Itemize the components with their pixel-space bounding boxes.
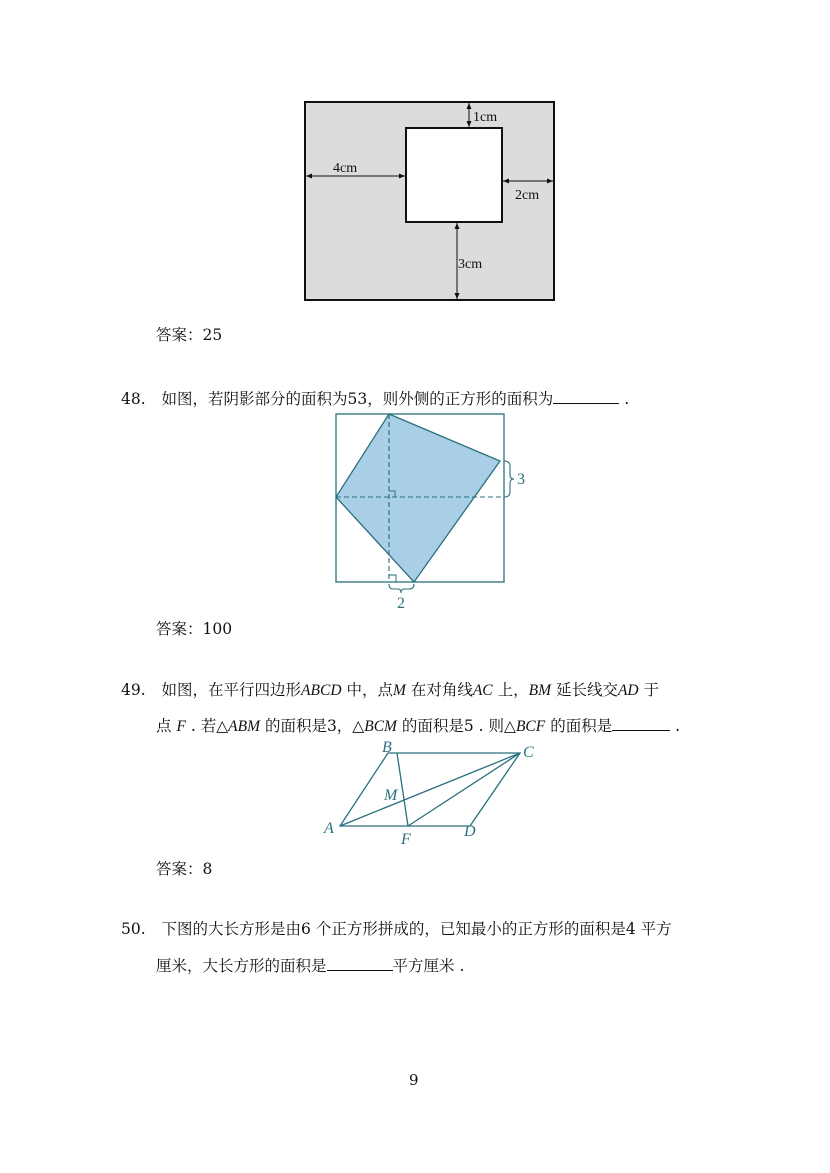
point-m: M xyxy=(384,787,398,804)
q49-text-end: . xyxy=(675,717,681,735)
q49-text-c: 在对角线 xyxy=(410,681,473,699)
point-c: C xyxy=(523,744,534,761)
point-a: A xyxy=(324,820,334,837)
point-b: B xyxy=(382,739,392,756)
answer-value: 8 xyxy=(202,860,213,878)
question-number: 48. xyxy=(121,390,146,408)
question-end: . xyxy=(624,390,630,408)
question-text: 如图，若阴影部分的面积为53，则外侧的正方形的面积为 xyxy=(161,390,554,408)
q49-m: M xyxy=(392,682,406,699)
q49-text-e: 延长线交 xyxy=(555,681,618,699)
segment-cf xyxy=(408,753,520,826)
q49-text-k: 的面积是 xyxy=(550,717,613,735)
q49-question-line1 xyxy=(121,683,659,699)
label-1cm: 1cm xyxy=(473,110,498,125)
q49-text-h: . 若△ xyxy=(190,717,229,735)
label-4cm: 4cm xyxy=(333,161,358,176)
answer-blank xyxy=(612,716,670,731)
q48-question xyxy=(121,389,629,408)
question-number: 50. xyxy=(121,920,146,938)
segment-bf xyxy=(397,753,408,826)
q50-question-line2 xyxy=(156,956,464,975)
q48-answer: 答案：100 xyxy=(156,620,233,638)
q50-question-line1 xyxy=(121,922,672,938)
q50-text-line1: 下图的大长方形是由6 个正方形拼成的，已知最小的正方形的面积是4 平方 xyxy=(161,920,672,938)
answer-value: 100 xyxy=(202,620,233,638)
figure-47 xyxy=(300,98,560,304)
label-2: 2 xyxy=(397,595,405,612)
q49-text-a: 如图，在平行四边形 xyxy=(161,681,302,699)
answer-blank xyxy=(327,956,393,971)
answer-blank xyxy=(553,389,619,404)
q49-text-d: 上， xyxy=(497,681,529,699)
q49-bcf: BCF xyxy=(515,718,546,735)
q49-question-line2 xyxy=(156,716,680,735)
brace-2 xyxy=(389,584,414,593)
q50-text-a: 厘米，大长方形的面积是 xyxy=(156,957,327,975)
q49-text-f: 于 xyxy=(643,681,660,699)
q49-abcd: ABCD xyxy=(301,682,342,699)
q49-f: F xyxy=(176,718,186,735)
q49-abm: ABM xyxy=(228,718,260,735)
point-d: D xyxy=(464,823,476,840)
q49-ac: AC xyxy=(472,682,493,699)
q49-bcm: BCM xyxy=(364,718,397,735)
q49-bm: BM xyxy=(528,682,551,699)
page-number: 9 xyxy=(409,1071,419,1089)
q49-text-b: 中，点 xyxy=(346,681,393,699)
q49-text-j: 的面积是5 . 则△ xyxy=(401,717,516,735)
brace-3 xyxy=(504,461,514,497)
inner-square xyxy=(406,128,502,222)
figure-49 xyxy=(320,737,545,849)
question-number: 49. xyxy=(121,681,146,699)
label-2cm: 2cm xyxy=(515,188,540,203)
label-3cm: 3cm xyxy=(458,257,483,272)
answer-label: 答案 xyxy=(156,326,188,344)
answer-value: 25 xyxy=(202,326,223,344)
q49-ad: AD xyxy=(617,682,639,699)
diagonal-ac xyxy=(340,753,520,826)
q47-answer: 答案：25 xyxy=(156,326,223,344)
q49-answer: 答案：8 xyxy=(156,860,213,878)
answer-label: 答案 xyxy=(156,620,188,638)
q50-text-b: 平方厘米 . xyxy=(392,957,465,975)
point-f: F xyxy=(401,831,411,848)
q49-text-i: 的面积是3，△ xyxy=(264,717,365,735)
q49-text-g: 点 xyxy=(156,717,172,735)
figure-48 xyxy=(330,410,530,615)
label-3: 3 xyxy=(517,471,525,488)
shaded-square xyxy=(336,414,500,582)
answer-label: 答案 xyxy=(156,860,188,878)
